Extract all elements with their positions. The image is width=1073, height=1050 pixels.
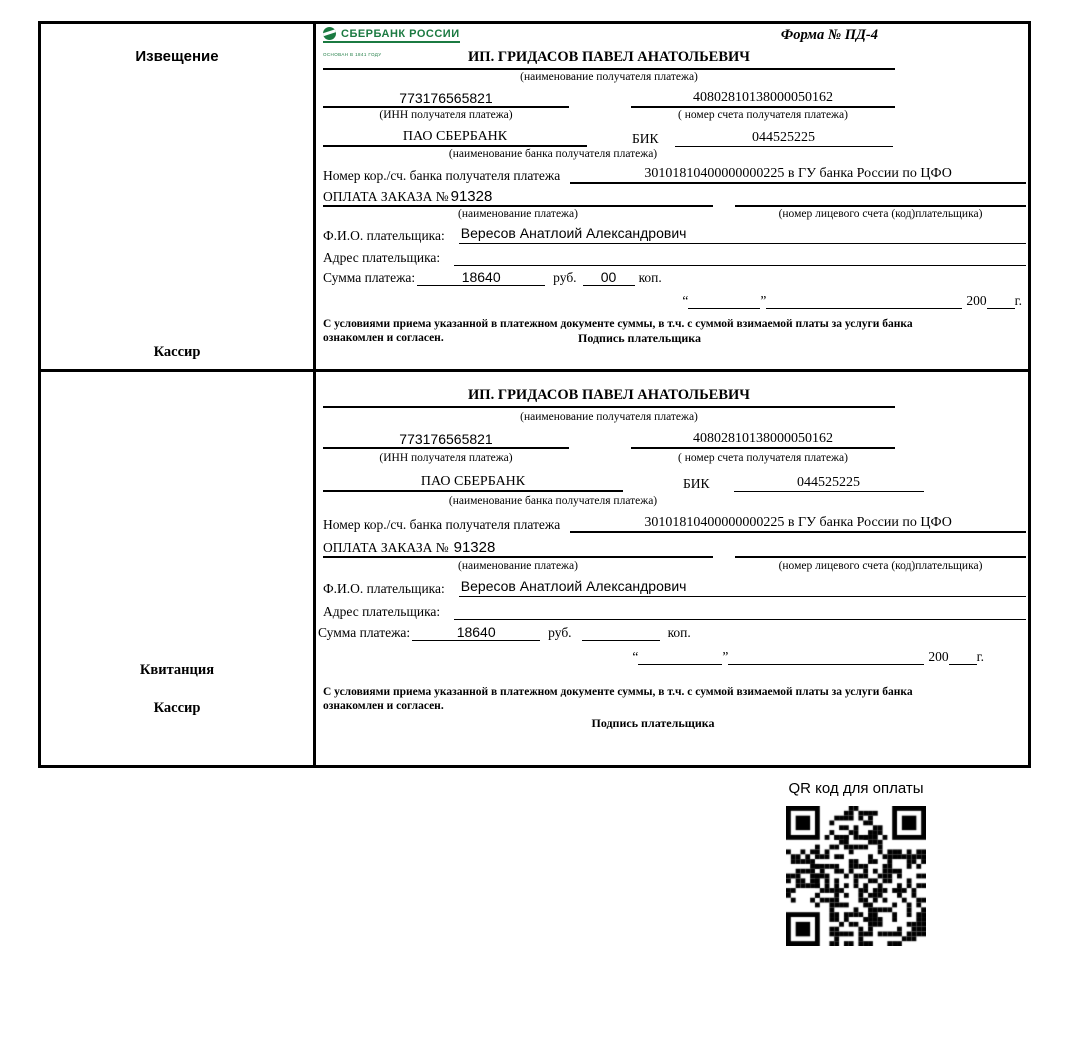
order-number: 91328 bbox=[450, 188, 493, 205]
sberbank-logo-tagline: ОСНОВАН В 1841 ГОДУ bbox=[323, 52, 382, 57]
receipt-signature-label: Подпись плательщика bbox=[591, 716, 715, 730]
fio-label: Ф.И.О. плательщика: bbox=[323, 581, 445, 596]
corr-label: Номер кор./сч. банка получателя платежа bbox=[323, 168, 561, 183]
notice-sum-row bbox=[323, 269, 1026, 286]
notice-section-label: Извещение bbox=[135, 48, 219, 65]
fio-cell bbox=[459, 225, 1026, 244]
corr-label: Номер кор./сч. банка получателя платежа bbox=[323, 517, 561, 532]
receipt-cashier-label: Кассир bbox=[153, 700, 201, 716]
notice-signature-label: Подпись плательщика bbox=[578, 331, 701, 345]
sum-kop-value: 00 bbox=[583, 269, 635, 286]
personal-account-cell bbox=[735, 540, 1026, 558]
receipt-terms bbox=[323, 685, 975, 713]
sum-label: Сумма платежа: bbox=[318, 625, 411, 640]
year-cell bbox=[949, 649, 977, 665]
personal-account-hint: (номер лицевого счета (код)плательщика) bbox=[778, 560, 983, 572]
date-month-cell bbox=[766, 293, 962, 309]
receipt-corr-row bbox=[323, 515, 1026, 533]
form-number: Форма № ПД-4 bbox=[780, 27, 878, 43]
notice-cashier-label: Кассир bbox=[153, 344, 201, 360]
receipt-body bbox=[316, 372, 1028, 765]
receipt-left-column bbox=[41, 372, 316, 765]
date-day-cell bbox=[688, 293, 760, 309]
date-month-cell bbox=[728, 649, 924, 665]
payment-name-hint: (наименование платежа) bbox=[458, 560, 578, 572]
order-prefix: ОПЛАТА ЗАКАЗА № bbox=[323, 540, 449, 555]
payee-name: ИП. ГРИДАСОВ ПАВЕЛ АНАТОЛЬЕВИЧ bbox=[323, 49, 895, 70]
bik-label: БИК bbox=[683, 476, 710, 491]
receipt-address-row bbox=[323, 602, 1026, 620]
order-prefix: ОПЛАТА ЗАКАЗА № bbox=[323, 189, 449, 204]
account-value: 40802810138000050162 bbox=[631, 90, 895, 108]
personal-account-cell bbox=[735, 189, 1026, 207]
receipt-fio-row bbox=[323, 578, 1026, 597]
notice-body bbox=[316, 24, 1028, 369]
payee-hint: (наименование получателя платежа) bbox=[520, 411, 698, 423]
address-label: Адрес плательщика: bbox=[323, 250, 441, 265]
rub-label: руб. bbox=[553, 270, 577, 285]
order-number: 91328 bbox=[453, 539, 496, 556]
payer-name: Вересов Анатлоий Александрович bbox=[460, 225, 687, 241]
account-hint: ( номер счета получателя платежа) bbox=[678, 452, 848, 464]
bik-value: 044525225 bbox=[675, 130, 893, 147]
quote-open: “ bbox=[682, 293, 689, 308]
sberbank-logo-icon bbox=[323, 27, 336, 40]
bank-hint: (наименование банка получателя платежа) bbox=[448, 495, 658, 507]
payee-hint: (наименование получателя платежа) bbox=[520, 71, 698, 83]
sum-label: Сумма платежа: bbox=[323, 270, 416, 285]
inn-hint: (ИНН получателя платежа) bbox=[379, 109, 513, 121]
account-hint: ( номер счета получателя платежа) bbox=[678, 109, 848, 121]
notice-date-row bbox=[323, 293, 1022, 309]
notice-payee-block bbox=[323, 49, 895, 123]
address-cell bbox=[454, 248, 1026, 266]
receipt-bank-row bbox=[323, 474, 1026, 492]
receipt-slip bbox=[38, 369, 1031, 768]
address-cell bbox=[454, 602, 1026, 620]
quote-close: ” bbox=[722, 649, 729, 664]
payee-name: ИП. ГРИДАСОВ ПАВЕЛ АНАТОЛЬЕВИЧ bbox=[323, 387, 895, 408]
bik-value: 044525225 bbox=[734, 475, 924, 492]
sum-rub-value: 18640 bbox=[417, 269, 545, 286]
inn-hint: (ИНН получателя платежа) bbox=[379, 452, 513, 464]
inn-value: 773176565821 bbox=[323, 90, 569, 108]
terms-text: С условиями приема указанной в платежном документе суммы, в т.ч. с суммой взимаемой платы за услуги банка ознакомлен и согласен. bbox=[323, 686, 913, 712]
notice-slip bbox=[38, 21, 1031, 372]
receipt-sum-row bbox=[318, 624, 1026, 641]
receipt-order-hints bbox=[323, 559, 1026, 574]
bik-label: БИК bbox=[632, 131, 659, 146]
receipt-payee-block bbox=[323, 387, 895, 466]
corr-value: 30101810400000000225 в ГУ банка России по ЦФО bbox=[570, 166, 1026, 184]
personal-account-hint: (номер лицевого счета (код)плательщика) bbox=[778, 208, 983, 220]
year-suffix: г. bbox=[976, 649, 984, 664]
receipt-order-row bbox=[323, 539, 1026, 558]
fio-label: Ф.И.О. плательщика: bbox=[323, 228, 445, 243]
year-suffix: г. bbox=[1014, 293, 1022, 308]
fio-cell bbox=[459, 578, 1026, 597]
address-label: Адрес плательщика: bbox=[323, 604, 441, 619]
receipt-date-row bbox=[323, 649, 984, 665]
terms-text: С условиями приема указанной в платежном документе суммы, в т.ч. с суммой взимаемой платы за услуги банка ознакомлен и согласен. bbox=[323, 318, 913, 344]
year-cell bbox=[987, 293, 1015, 309]
date-day-cell bbox=[638, 649, 722, 665]
notice-order-hints bbox=[323, 207, 1026, 222]
notice-corr-row bbox=[323, 166, 1026, 184]
notice-bank-row bbox=[323, 129, 1026, 147]
notice-left-column bbox=[41, 24, 316, 369]
rub-label: руб. bbox=[548, 625, 572, 640]
account-value: 40802810138000050162 bbox=[631, 431, 895, 449]
notice-address-row bbox=[323, 248, 1026, 266]
notice-fio-row bbox=[323, 225, 1026, 244]
kop-label: коп. bbox=[667, 625, 691, 640]
sberbank-logo-text: СБЕРБАНК РОССИИ bbox=[341, 27, 460, 40]
inn-value: 773176565821 bbox=[323, 431, 569, 449]
payment-name-hint: (наименование платежа) bbox=[458, 208, 578, 220]
corr-value: 30101810400000000225 в ГУ банка России по ЦФО bbox=[570, 515, 1026, 533]
year-prefix: 200 bbox=[966, 293, 987, 308]
year-prefix: 200 bbox=[928, 649, 949, 664]
sum-kop-value bbox=[582, 624, 660, 641]
payer-name: Вересов Анатлоий Александрович bbox=[460, 578, 687, 594]
order-cell bbox=[323, 188, 713, 207]
sum-rub-value: 18640 bbox=[412, 624, 540, 641]
bank-name: ПАО СБЕРБАНК bbox=[323, 129, 587, 147]
receipt-section-label: Квитанция bbox=[139, 662, 215, 678]
quote-open: “ bbox=[632, 649, 639, 664]
order-cell bbox=[323, 539, 713, 558]
notice-terms bbox=[323, 317, 975, 345]
bank-name: ПАО СБЕРБАНК bbox=[323, 474, 623, 492]
qr-title: QR код для оплаты bbox=[788, 780, 924, 797]
bank-hint: (наименование банка получателя платежа) bbox=[448, 148, 658, 160]
quote-close: ” bbox=[760, 293, 767, 308]
qr-block bbox=[783, 780, 929, 951]
notice-order-row bbox=[323, 188, 1026, 207]
qr-code bbox=[786, 806, 926, 946]
kop-label: коп. bbox=[638, 270, 662, 285]
